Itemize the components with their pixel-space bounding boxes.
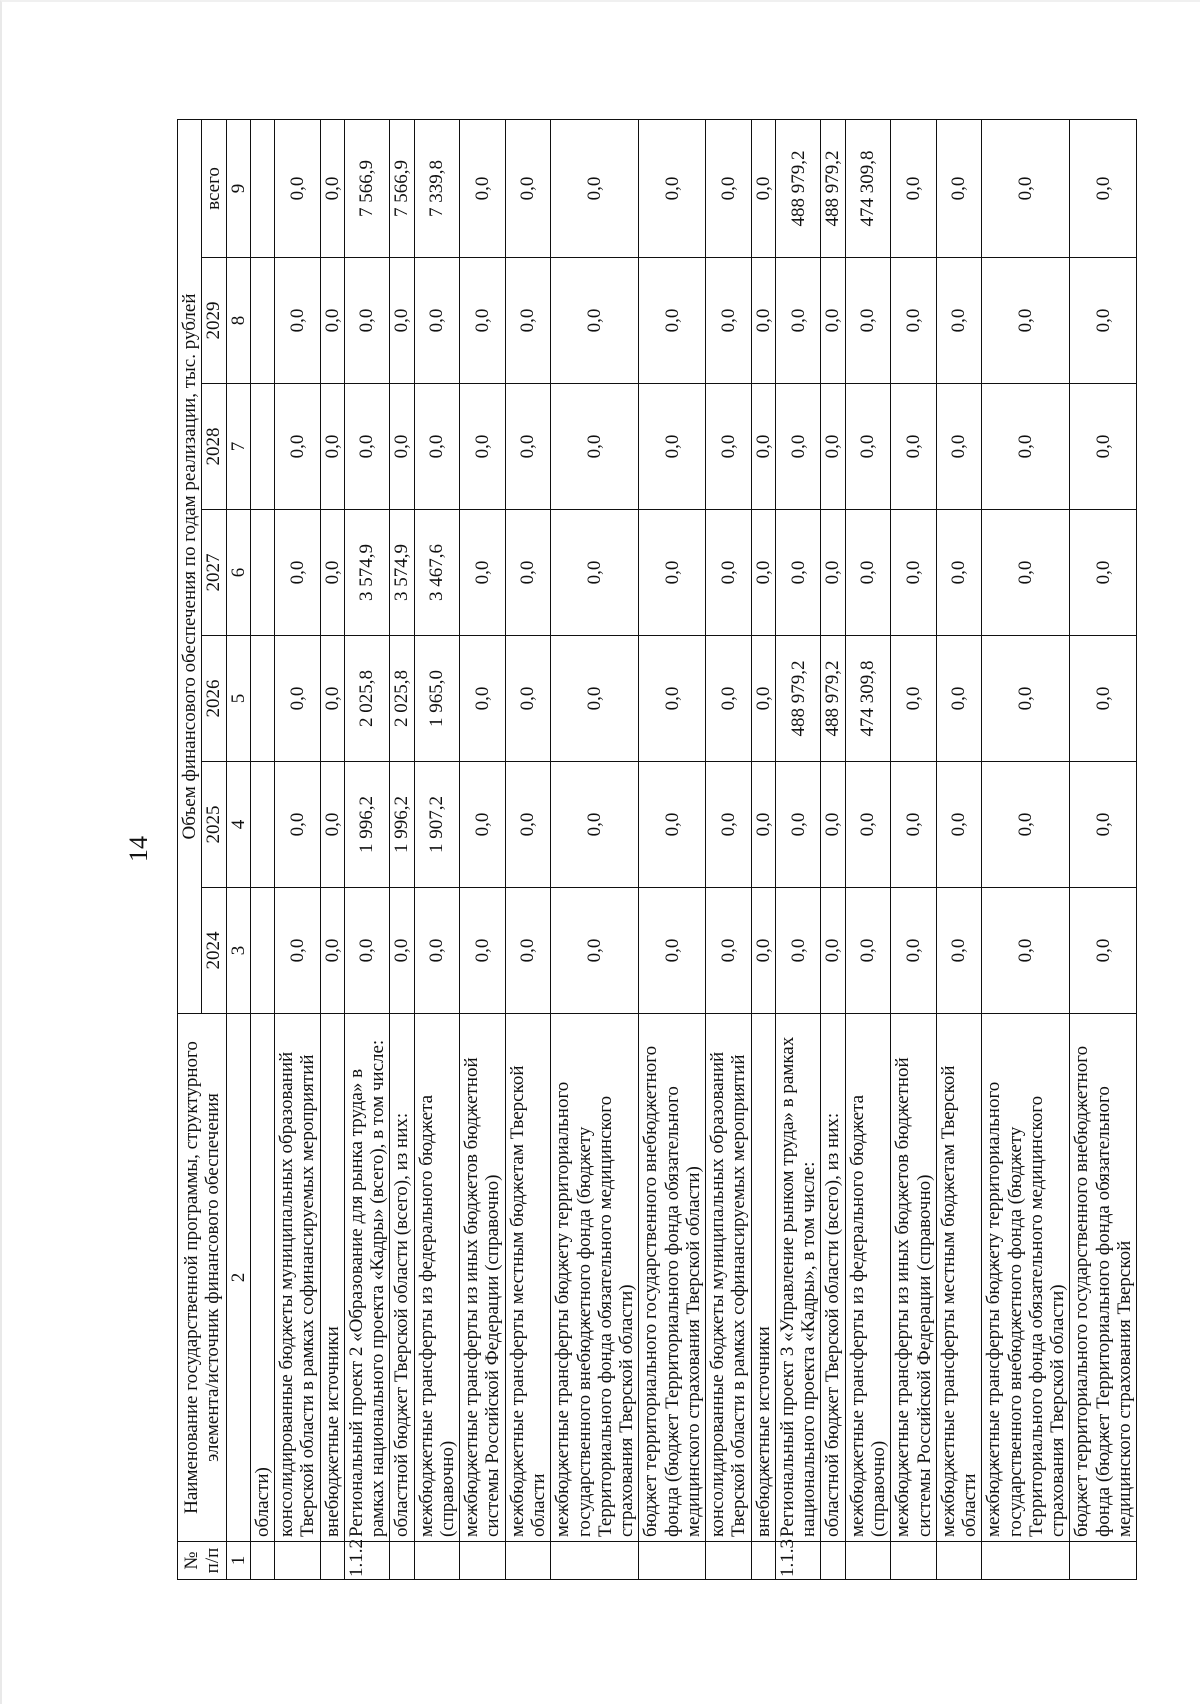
row-year-value: 0,0	[460, 258, 506, 384]
rotated-table-wrapper	[177, 120, 1137, 1580]
row-year-value: 0,0	[505, 636, 551, 762]
row-year-value: 0,0	[320, 510, 344, 636]
row-total-value: 488 979,2	[821, 119, 845, 257]
column-number: 4	[226, 762, 250, 888]
row-index	[250, 1542, 274, 1580]
header-row-column-numbers	[226, 119, 250, 1579]
row-name: областной бюджет Тверской области (всего), из них:	[821, 1014, 845, 1542]
row-year-value: 0,0	[936, 762, 982, 888]
row-name: консолидированные бюджеты муниципальных образований Тверской области в рамках софинансируемых мероприятий	[275, 1014, 321, 1542]
row-year-value: 0,0	[1070, 888, 1137, 1014]
row-year-value	[250, 636, 274, 762]
row-year-value: 0,0	[775, 384, 821, 510]
row-year-value: 0,0	[390, 384, 414, 510]
column-number: 3	[226, 888, 250, 1014]
row-name: межбюджетные трансферты из федерального бюджета (справочно)	[845, 1014, 891, 1542]
column-number: 8	[226, 258, 250, 384]
row-year-value: 1 996,2	[344, 762, 390, 888]
table-row	[344, 119, 390, 1579]
row-year-value: 2 025,8	[390, 636, 414, 762]
row-year-value: 0,0	[775, 762, 821, 888]
row-year-value: 0,0	[390, 258, 414, 384]
row-year-value: 0,0	[639, 888, 706, 1014]
table-row	[320, 119, 344, 1579]
row-year-value: 0,0	[775, 510, 821, 636]
header-col-no: № п/п	[178, 1542, 227, 1580]
row-year-value	[250, 510, 274, 636]
row-index	[706, 1542, 752, 1580]
table-row	[1070, 119, 1137, 1579]
row-year-value: 0,0	[344, 384, 390, 510]
row-total-value: 0,0	[936, 119, 982, 257]
row-total-value: 488 979,2	[775, 119, 821, 257]
row-name: межбюджетные трансферты местным бюджетам Тверской области	[936, 1014, 982, 1542]
row-year-value: 0,0	[751, 384, 775, 510]
row-year-value: 0,0	[891, 510, 937, 636]
row-index: 1.1.2	[344, 1542, 390, 1580]
row-year-value: 0,0	[751, 762, 775, 888]
row-year-value: 0,0	[551, 258, 639, 384]
row-year-value: 488 979,2	[775, 636, 821, 762]
row-year-value: 0,0	[1070, 510, 1137, 636]
row-name: межбюджетные трансферты из иных бюджетов бюджетной системы Российской Федерации (справочно)	[891, 1014, 937, 1542]
row-index	[1070, 1542, 1137, 1580]
row-name: внебюджетные источники	[320, 1014, 344, 1542]
row-index	[275, 1542, 321, 1580]
row-year-value: 3 467,6	[414, 510, 460, 636]
row-total-value: 0,0	[275, 119, 321, 257]
row-index	[845, 1542, 891, 1580]
row-year-value: 0,0	[706, 762, 752, 888]
row-year-value: 0,0	[639, 258, 706, 384]
row-year-value: 0,0	[982, 258, 1070, 384]
table-row	[775, 119, 821, 1579]
header-col-name: Наименование государственной программы, структурного элемента/источник финансового обеспечения	[178, 1014, 227, 1542]
row-name: внебюджетные источники	[751, 1014, 775, 1542]
header-row-1	[178, 119, 202, 1579]
table-row	[751, 119, 775, 1579]
column-number: 6	[226, 510, 250, 636]
row-index	[505, 1542, 551, 1580]
page-number: 14	[124, 836, 153, 862]
header-year: 2024	[202, 888, 226, 1014]
row-year-value: 0,0	[821, 258, 845, 384]
row-total-value: 7 566,9	[390, 119, 414, 257]
row-year-value: 0,0	[551, 510, 639, 636]
row-index	[982, 1542, 1070, 1580]
row-total-value: 0,0	[982, 119, 1070, 257]
row-year-value: 0,0	[505, 888, 551, 1014]
row-year-value: 0,0	[751, 636, 775, 762]
row-total-value: 0,0	[706, 119, 752, 257]
row-total-value: 0,0	[639, 119, 706, 257]
row-year-value: 0,0	[505, 762, 551, 888]
row-year-value: 0,0	[982, 762, 1070, 888]
table-row	[390, 119, 414, 1579]
row-year-value: 0,0	[460, 510, 506, 636]
header-col-funding: Объем финансового обеспечения по годам реализации, тыс. рублей	[178, 119, 202, 1013]
row-year-value: 0,0	[845, 762, 891, 888]
table-row	[551, 119, 639, 1579]
row-year-value: 0,0	[936, 636, 982, 762]
row-year-value: 0,0	[936, 888, 982, 1014]
row-year-value: 0,0	[751, 888, 775, 1014]
row-index	[414, 1542, 460, 1580]
row-total-value: 7 566,9	[344, 119, 390, 257]
table-row	[982, 119, 1070, 1579]
row-name: бюджет территориального государственного внебюджетного фонда (бюджет Территориального фонда обязательного медицинского страхования Тверской	[1070, 1014, 1137, 1542]
column-number: 9	[226, 119, 250, 257]
row-name: межбюджетные трансферты бюджету территориального государственного внебюджетного фонда (бюджету Территориального фонда обязательного медицинского страхования Тверской области)	[551, 1014, 639, 1542]
row-total-value	[250, 119, 274, 257]
row-index: 1.1.3	[775, 1542, 821, 1580]
financing-table	[177, 119, 1137, 1580]
row-index	[551, 1542, 639, 1580]
row-year-value: 0,0	[639, 762, 706, 888]
row-year-value: 0,0	[275, 888, 321, 1014]
row-year-value: 0,0	[505, 384, 551, 510]
row-year-value: 0,0	[460, 384, 506, 510]
row-year-value: 0,0	[460, 762, 506, 888]
row-year-value: 0,0	[320, 258, 344, 384]
row-name: области)	[250, 1014, 274, 1542]
table-row	[821, 119, 845, 1579]
row-year-value: 0,0	[414, 258, 460, 384]
row-year-value: 0,0	[414, 888, 460, 1014]
row-total-value: 474 309,8	[845, 119, 891, 257]
row-name: межбюджетные трансферты местным бюджетам Тверской области	[505, 1014, 551, 1542]
row-year-value: 0,0	[751, 510, 775, 636]
row-year-value: 0,0	[706, 636, 752, 762]
row-year-value: 0,0	[936, 258, 982, 384]
row-year-value: 0,0	[460, 636, 506, 762]
row-year-value: 488 979,2	[821, 636, 845, 762]
row-year-value: 0,0	[505, 510, 551, 636]
header-year: 2025	[202, 762, 226, 888]
row-year-value: 0,0	[275, 762, 321, 888]
row-year-value: 0,0	[891, 636, 937, 762]
row-index	[320, 1542, 344, 1580]
row-year-value: 0,0	[1070, 762, 1137, 888]
header-year: 2027	[202, 510, 226, 636]
row-name: Региональный проект 3 «Управление рынком труда» в рамках национального проекта «Кадры», в том числе:	[775, 1014, 821, 1542]
row-name: областной бюджет Тверской области (всего), из них:	[390, 1014, 414, 1542]
row-year-value: 0,0	[275, 258, 321, 384]
row-year-value: 0,0	[390, 888, 414, 1014]
row-index	[639, 1542, 706, 1580]
table-row	[505, 119, 551, 1579]
row-total-value: 0,0	[505, 119, 551, 257]
header-year: 2026	[202, 636, 226, 762]
row-year-value: 0,0	[551, 762, 639, 888]
row-year-value: 0,0	[751, 258, 775, 384]
row-year-value: 2 025,8	[344, 636, 390, 762]
row-year-value: 0,0	[891, 762, 937, 888]
table-row	[460, 119, 506, 1579]
row-total-value: 7 339,8	[414, 119, 460, 257]
row-year-value: 0,0	[982, 636, 1070, 762]
row-year-value: 0,0	[460, 888, 506, 1014]
column-number: 1	[226, 1542, 250, 1580]
row-year-value: 0,0	[639, 384, 706, 510]
row-index	[751, 1542, 775, 1580]
row-year-value: 0,0	[845, 888, 891, 1014]
table-row	[275, 119, 321, 1579]
column-number: 7	[226, 384, 250, 510]
row-year-value: 0,0	[706, 888, 752, 1014]
row-name: консолидированные бюджеты муниципальных образований Тверской области в рамках софинансируемых мероприятий	[706, 1014, 752, 1542]
row-total-value: 0,0	[320, 119, 344, 257]
row-year-value: 0,0	[275, 384, 321, 510]
row-year-value: 0,0	[936, 384, 982, 510]
row-year-value: 0,0	[414, 384, 460, 510]
row-year-value: 0,0	[936, 510, 982, 636]
row-year-value	[250, 888, 274, 1014]
row-name: межбюджетные трансферты из иных бюджетов бюджетной системы Российской Федерации (справочно)	[460, 1014, 506, 1542]
row-year-value: 0,0	[821, 762, 845, 888]
row-year-value: 0,0	[344, 888, 390, 1014]
table-row	[639, 119, 706, 1579]
row-year-value: 0,0	[821, 384, 845, 510]
row-total-value: 0,0	[460, 119, 506, 257]
row-total-value: 0,0	[1070, 119, 1137, 257]
table-body	[250, 119, 1136, 1579]
row-year-value	[250, 258, 274, 384]
column-number: 5	[226, 636, 250, 762]
row-year-value: 0,0	[982, 510, 1070, 636]
table-row	[706, 119, 752, 1579]
row-year-value: 1 907,2	[414, 762, 460, 888]
row-year-value: 0,0	[845, 510, 891, 636]
row-year-value: 0,0	[320, 762, 344, 888]
column-number: 2	[226, 1014, 250, 1542]
row-year-value: 0,0	[982, 384, 1070, 510]
row-year-value: 0,0	[891, 888, 937, 1014]
header-year: 2028	[202, 384, 226, 510]
row-year-value: 0,0	[551, 888, 639, 1014]
header-total: всего	[202, 119, 226, 257]
row-year-value: 0,0	[320, 636, 344, 762]
row-year-value: 0,0	[1070, 258, 1137, 384]
row-year-value: 0,0	[551, 636, 639, 762]
header-year: 2029	[202, 258, 226, 384]
row-index	[821, 1542, 845, 1580]
table-row	[936, 119, 982, 1579]
row-name: бюджет территориального государственного внебюджетного фонда (бюджет Территориального фонда обязательного медицинского страхования Тверской области)	[639, 1014, 706, 1542]
row-year-value: 0,0	[706, 384, 752, 510]
row-year-value: 474 309,8	[845, 636, 891, 762]
row-total-value: 0,0	[551, 119, 639, 257]
row-year-value: 1 996,2	[390, 762, 414, 888]
row-year-value: 0,0	[344, 258, 390, 384]
row-year-value: 0,0	[982, 888, 1070, 1014]
row-year-value: 0,0	[775, 258, 821, 384]
row-name: межбюджетные трансферты из федерального бюджета (справочно)	[414, 1014, 460, 1542]
row-year-value: 0,0	[1070, 384, 1137, 510]
row-name: Региональный проект 2 «Образование для рынка труда» в рамках национального проекта «Кадры» (всего), в том числе:	[344, 1014, 390, 1542]
row-total-value: 0,0	[891, 119, 937, 257]
row-year-value: 0,0	[706, 258, 752, 384]
row-index	[390, 1542, 414, 1580]
row-year-value: 0,0	[821, 510, 845, 636]
row-year-value: 0,0	[845, 384, 891, 510]
row-year-value: 0,0	[639, 510, 706, 636]
row-year-value: 0,0	[505, 258, 551, 384]
row-year-value: 0,0	[706, 510, 752, 636]
table-row	[250, 119, 274, 1579]
row-total-value: 0,0	[751, 119, 775, 257]
table-row	[845, 119, 891, 1579]
table-row	[414, 119, 460, 1579]
row-year-value: 0,0	[275, 636, 321, 762]
row-year-value: 0,0	[845, 258, 891, 384]
row-index	[936, 1542, 982, 1580]
row-year-value: 0,0	[891, 384, 937, 510]
row-year-value: 0,0	[320, 384, 344, 510]
row-index	[891, 1542, 937, 1580]
row-year-value: 0,0	[775, 888, 821, 1014]
row-year-value: 1 965,0	[414, 636, 460, 762]
table-row	[891, 119, 937, 1579]
row-year-value: 3 574,9	[344, 510, 390, 636]
row-year-value: 0,0	[320, 888, 344, 1014]
row-year-value: 0,0	[1070, 636, 1137, 762]
row-year-value: 0,0	[639, 636, 706, 762]
row-year-value	[250, 762, 274, 888]
row-year-value: 0,0	[891, 258, 937, 384]
row-index	[460, 1542, 506, 1580]
row-year-value	[250, 384, 274, 510]
row-year-value: 3 574,9	[390, 510, 414, 636]
row-name: межбюджетные трансферты бюджету территориального государственного внебюджетного фонда (бюджету Территориального фонда обязательного медицинского страхования Тверской области)	[982, 1014, 1070, 1542]
row-year-value: 0,0	[275, 510, 321, 636]
row-year-value: 0,0	[551, 384, 639, 510]
row-year-value: 0,0	[821, 888, 845, 1014]
